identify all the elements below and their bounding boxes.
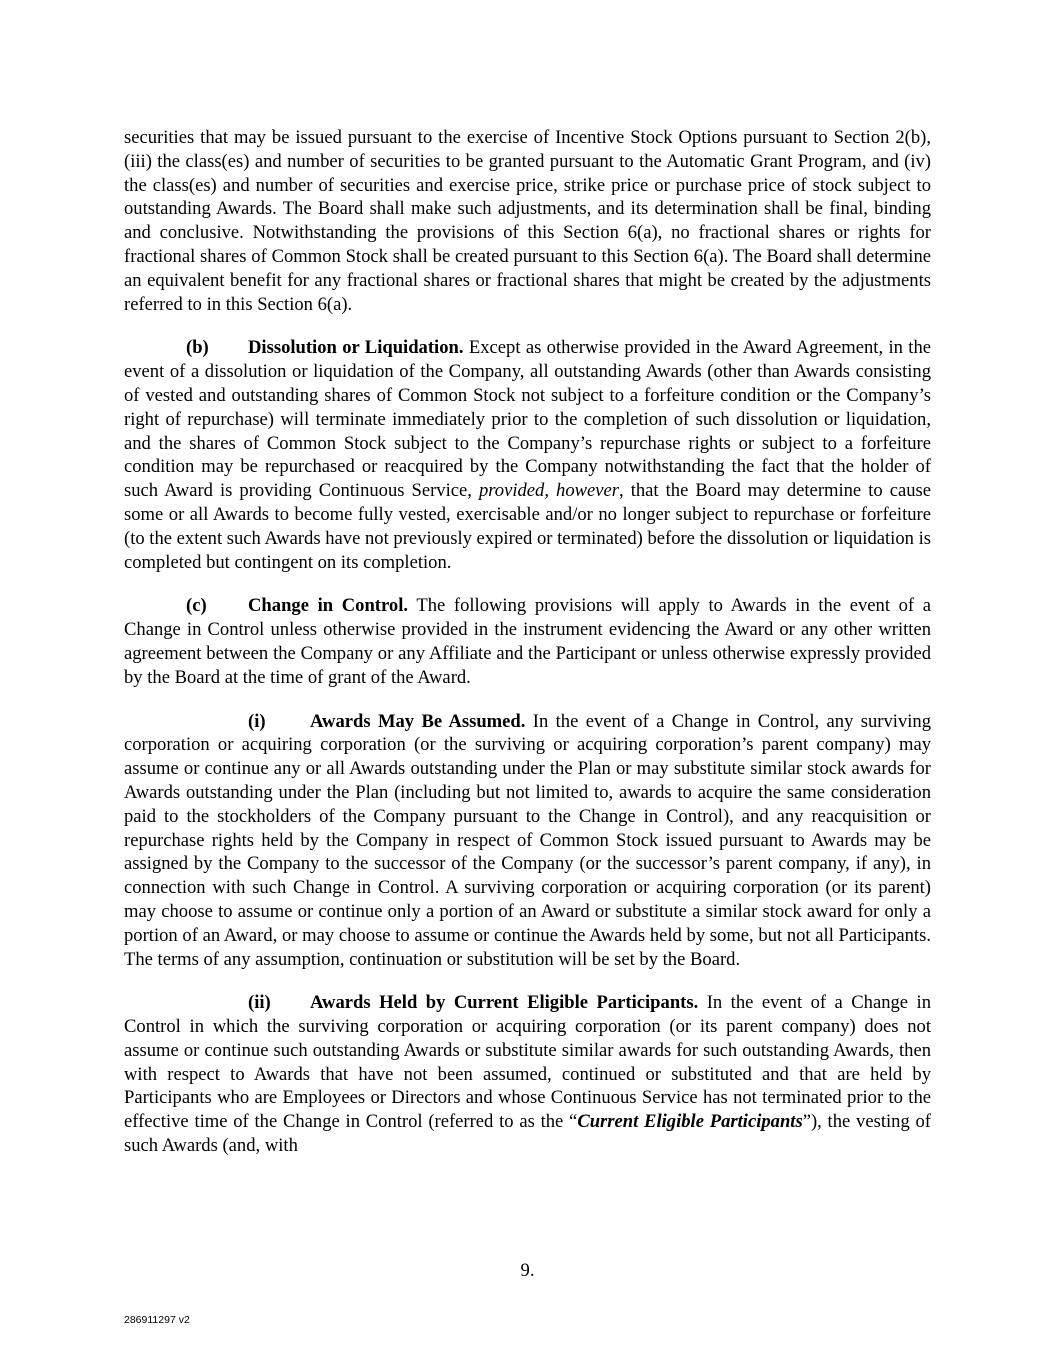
paragraph-b-text-1: Except as otherwise provided in the Award Agreement, in the event of a dissolution or liquidation of the Company, all outstanding Awards (other than Awards consisting of vested and outstanding shares of Common Stock not subject to a forfeiture condition or the Company’s right of repurchase) will terminate immediately prior to the completion of such dissolution or liquidation, and the shares of Common Stock subject to the Company’s repurchase rights or subject to a forfeiture condition may be repurchased or reacquired by the Company notwithstanding the fact that the holder of such Award is providing Continuous Service, — [124, 337, 932, 502]
paragraph-ii-text-1: In the event of a Change in Control in which the surviving corporation or acquiring corporation (or its parent company) does not assume or continue such outstanding Awards or substitute similar awards for such outstanding Awards, then with respect to Awards that have not been assumed, continued or substituted and that are held by Participants who are Employees or Directors and whose Continuous Service has not terminated prior to the effective time of the Change in Control (referred to as the “ — [124, 992, 931, 1133]
section-marker-i: (i) — [248, 710, 266, 732]
defined-term-current-eligible: Current Eligible Participants — [577, 1111, 803, 1133]
section-marker-c: (c) — [186, 595, 207, 617]
paragraph-b-text-2: , that the Board may determine to cause some or all Awards to become fully vested, exercisable and/or no longer subject to repurchase or forfeiture (to the extent such Awards have not previously expired or terminated) before the dissolution or liquidation is completed but contingent on its completion. — [124, 480, 931, 573]
paragraph-i-awards-assumed — [124, 710, 931, 972]
document-id: 286911297 v2 — [124, 1314, 190, 1326]
section-marker-ii: (ii) — [248, 992, 271, 1014]
paragraph-ii-current-eligible — [124, 991, 931, 1158]
paragraph-c-change-in-control — [124, 594, 931, 689]
paragraph-b-italic: provided, however — [478, 480, 620, 502]
section-heading-current-eligible: Awards Held by Current Eligible Participants. — [310, 992, 699, 1014]
paragraph-b-dissolution — [124, 336, 931, 574]
section-heading-dissolution: Dissolution or Liquidation. — [248, 337, 464, 359]
document-body — [124, 126, 931, 1178]
paragraph-i-text: In the event of a Change in Control, any surviving corporation or acquiring corporation (or the surviving or acquiring corporation’s parent company) may assume or continue any or all Awards outstanding under the Plan or may substitute similar stock awards for Awards outstanding under the Plan (including but not limited to, awards to acquire the same consideration paid to the stockholders of the Company pursuant to the Change in Control), and any reacquisition or repurchase rights held by the Company in respect of Common Stock issued pursuant to Awards may be assigned by the Company to the successor of the Company (or the successor’s parent company, if any), in connection with such Change in Control. A surviving corporation or acquiring corporation (or its parent) may choose to assume or continue only a portion of an Award or substitute a similar stock award for only a portion of an Award, or may choose to assume or continue the Awards held by some, but not all Participants. The terms of any assumption, continuation or substitution will be set by the Board. — [124, 710, 932, 970]
paragraph-c-text: The following provisions will apply to Awards in the event of a Change in Control unless otherwise provided in the instrument evidencing the Award or any other written agreement between the Company or any Affiliate and the Participant or unless otherwise expressly provided by the Board at the time of grant of the Award. — [124, 595, 932, 688]
section-marker-b: (b) — [186, 337, 209, 359]
section-heading-awards-assumed: Awards May Be Assumed. — [310, 710, 526, 732]
paragraph-ii-text-2: ”), the vesting of such Awards (and, with — [124, 1111, 931, 1157]
paragraph-intro-text: securities that may be issued pursuant to the exercise of Incentive Stock Options pursuant to Section 2(b), (iii) the class(es) and number of securities to be granted pursuant to the Automatic Grant Program, and (iv) the class(es) and number of securities and exercise price, strike price or purchase price of stock subject to outstanding Awards. The Board shall make such adjustments, and its determination shall be final, binding and conclusive. Notwithstanding the provisions of this Section 6(a), no fractional shares or rights for fractional shares of Common Stock shall be created pursuant to this Section 6(a). The Board shall determine an equivalent benefit for any fractional shares or fractional shares that might be created by the adjustments referred to in this Section 6(a). — [124, 127, 931, 315]
paragraph-intro — [124, 126, 931, 316]
section-heading-change-in-control: Change in Control. — [248, 595, 409, 617]
page-number: 9. — [520, 1260, 535, 1281]
